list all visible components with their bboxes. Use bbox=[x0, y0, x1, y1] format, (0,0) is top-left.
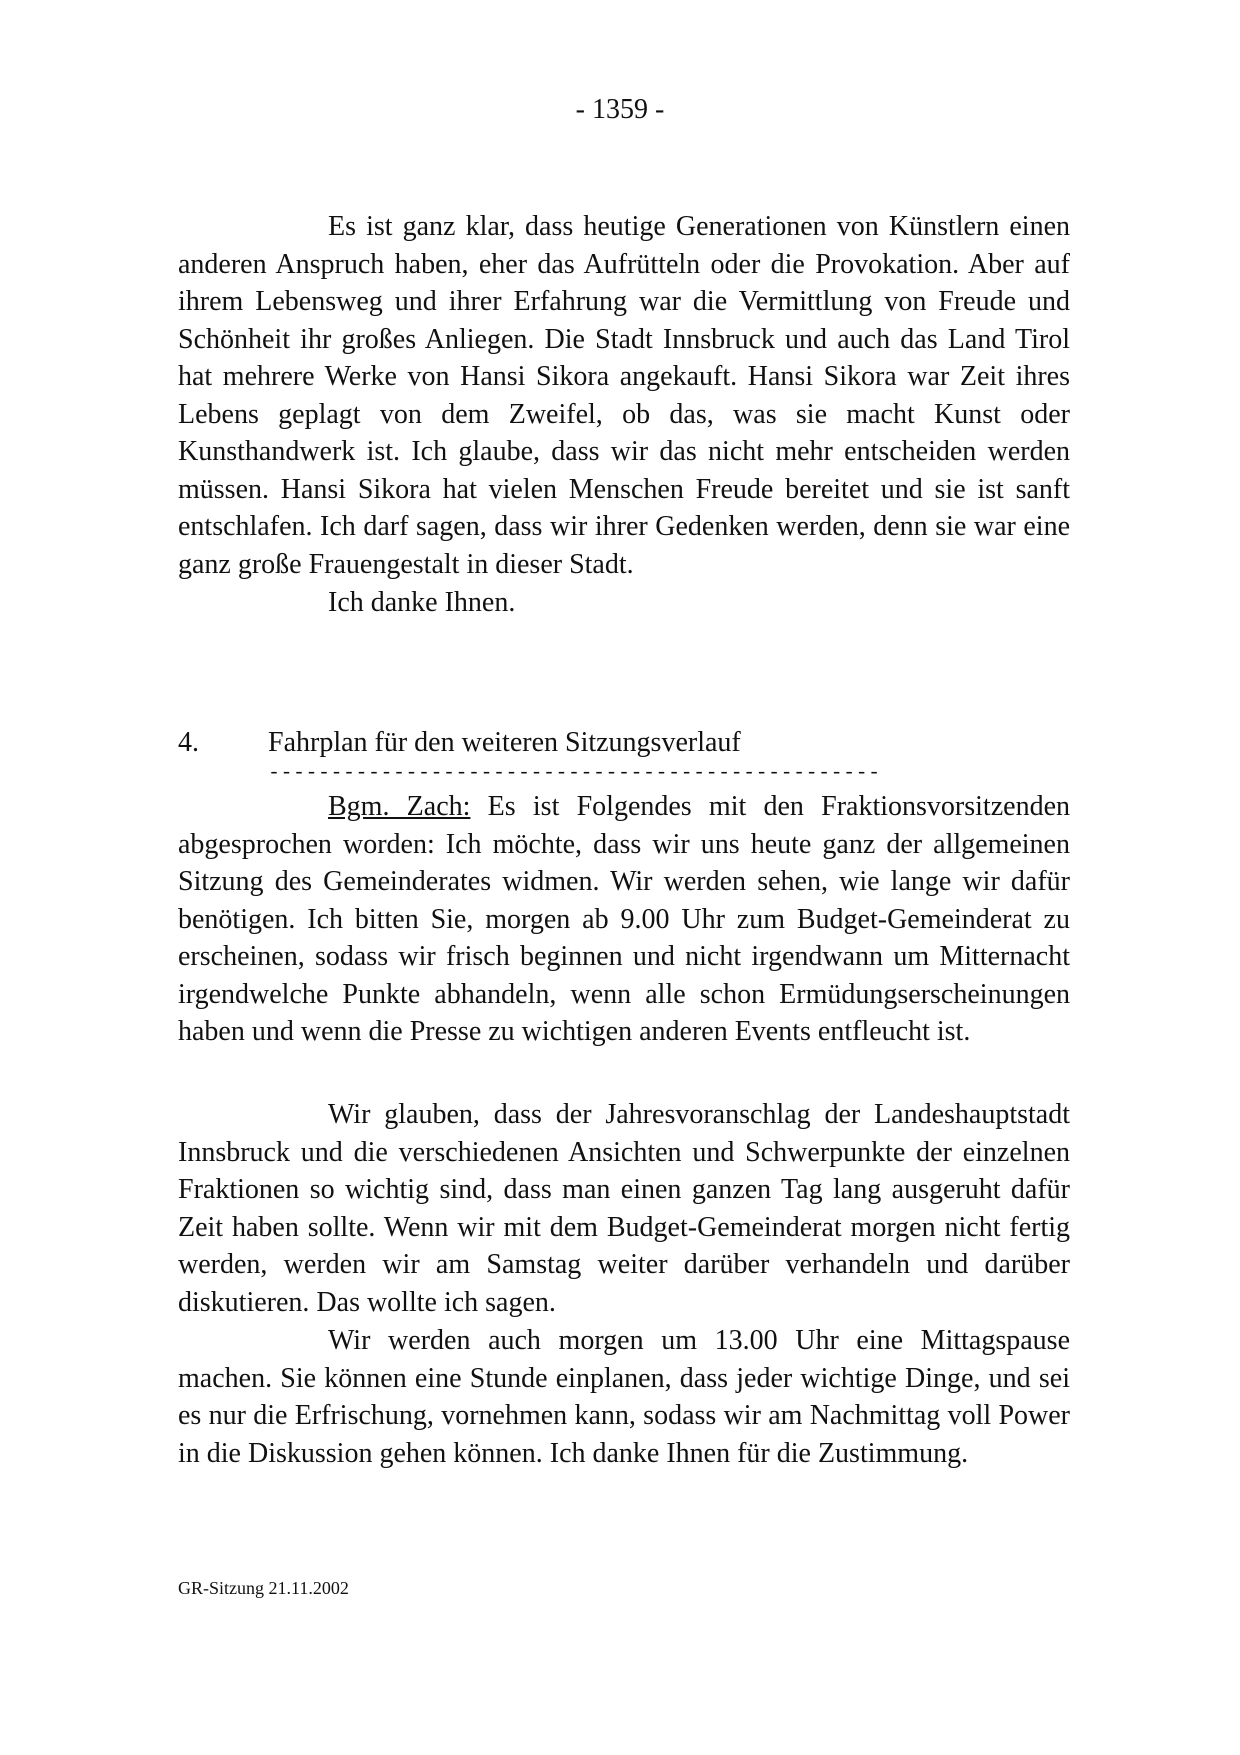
agenda-item-title: Fahrplan für den weiteren Sitzungsverlauf bbox=[268, 727, 741, 758]
speaker-label: Bgm. Zach: bbox=[328, 791, 471, 822]
agenda-item-number: 4. bbox=[178, 727, 199, 758]
agenda-item-rule: ------------------------------------------------- bbox=[268, 762, 881, 785]
page-number: - 1359 - bbox=[575, 94, 665, 125]
paragraph-text: Es ist Folgendes mit den Fraktionsvorsitzenden abgesprochen worden: Ich möchte, dass wir uns heute ganz der allgemeinen Sitzung des Gemeinderates widmen. Wir werden sehen, wie lange wir dafür benötigen. Ich bitten Sie, morgen ab 9.00 Uhr zum Budget-Gemeinderat zu erscheinen, sodass wir frisch beginnen und nicht irgendwann um Mitternacht irgendwelche Punkte abhandeln, wenn alle schon Ermüdungserscheinungen haben und wenn die Presse zu wichtigen anderen Events entfleucht ist. bbox=[178, 791, 1070, 1047]
closing-line: Ich danke Ihnen. bbox=[328, 587, 516, 618]
paragraph-text: Wir glauben, dass der Jahresvoranschlag der Landeshauptstadt Innsbruck und die verschiedenen Ansichten und Schwerpunkte der einzelnen Fraktionen so wichtig sind, dass man einen ganzen Tag lang ausgeruht dafür Zeit haben sollte. Wenn wir mit dem Budget-Gemeinderat morgen nicht fertig werden, werden wir am Samstag weiter darüber verhandeln und darüber diskutieren. Das wollte ich sagen. bbox=[178, 1099, 1070, 1318]
paragraph-budget bbox=[178, 1096, 1070, 1321]
paragraph-text: Es ist ganz klar, dass heutige Generationen von Künstlern einen anderen Anspruch haben, eher das Aufrütteln oder die Provokation. Aber auf ihrem Lebensweg und ihrer Erfahrung war die Vermittlung von Freude und Schönheit ihr großes Anliegen. Die Stadt Innsbruck und auch das Land Tirol hat mehrere Werke von Hansi Sikora angekauft. Hansi Sikora war Zeit ihres Lebens geplagt von dem Zweifel, ob das, was sie macht Kunst oder Kunsthandwerk ist. Ich glaube, dass wir das nicht mehr entscheiden werden müssen. Hansi Sikora hat vielen Menschen Freude bereitet und sie ist sanft entschlafen. Ich darf sagen, dass wir ihrer Gedenken werden, denn sie war eine ganz große Frauengestalt in dieser Stadt. bbox=[178, 211, 1070, 580]
paragraph-text: Wir werden auch morgen um 13.00 Uhr eine Mittagspause machen. Sie können eine Stunde einplanen, dass jeder wichtige Dinge, und sei es nur die Erfrischung, vornehmen kann, sodass wir am Nachmittag voll Power in die Diskussion gehen können. Ich danke Ihnen für die Zustimmung. bbox=[178, 1325, 1070, 1469]
paragraph-lunch-break bbox=[178, 1322, 1070, 1472]
paragraph-tribute bbox=[178, 208, 1070, 583]
footer-session-date: GR-Sitzung 21.11.2002 bbox=[178, 1578, 349, 1598]
paragraph-schedule bbox=[178, 788, 1070, 1051]
